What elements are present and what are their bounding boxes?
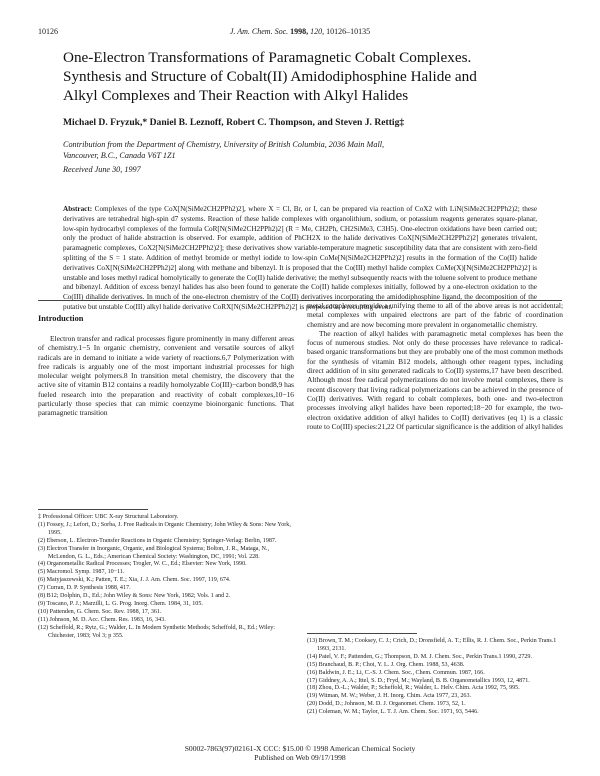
footnote: (17) Giddney, A. A.; Ittel, S. D.; Fryd, M.; Wayland, B. B. Organometallics 1993, 12, 4871.	[307, 677, 530, 684]
received-date: Received June 30, 1997	[63, 165, 141, 174]
journal-name: J. Am. Chem. Soc.	[229, 27, 289, 36]
intro-paragraph-1-continued: metal complexes provide a unifying theme to all of the above areas is not accidental; metal complexes with unpaired electrons are part of the fabric of coordination chemistry and are now becoming more prevalent in organometallic chemistry.	[307, 301, 563, 329]
abstract	[63, 205, 537, 313]
footnote: (3) Electron Transfer in Inorganic, Organic, and Biological Systems; Bolton, J. R., Mataga, N., McLendon, G. L., Eds.; American Chemical Society: Washington, DC, 1991; Vol. 228.	[38, 545, 269, 560]
footnote: (7) Curran, D. P. Synthesis 1988, 417.	[38, 585, 131, 592]
footnote: (16) Baldwin, J. E.; Li, C.-S. J. Chem. Soc., Chem. Commun. 1987, 166.	[307, 669, 485, 676]
footnotes-right	[307, 638, 563, 717]
title-line-1: One-Electron Transformations of Paramagnetic Cobalt Complexes.	[63, 49, 472, 66]
affiliation-line-2: Vancouver, B.C., Canada V6T 1Z1	[63, 151, 176, 160]
footnote: (19) Witman, M. W.; Weber, J. H. Inorg. Chim. Acta 1977, 23, 263.	[307, 693, 472, 700]
footnote: (11) Johnson, M. D. Acc. Chem. Res. 1983, 16, 343.	[38, 616, 166, 623]
footnote: (9) Toscano, P. J.; Marzilli, L. G. Prog. Inorg. Chem. 1984, 31, 105.	[38, 600, 203, 607]
footnote: (13) Brown, T. M.; Cooksey, C. J.; Crich, D.; Dronsfield, A. T.; Ellis, R. J. Chem. Soc., Perkin Trans.1 1993, 2131.	[307, 638, 557, 652]
journal-citation	[0, 27, 600, 36]
footer-copyright: S0002-7863(97)02161-X CCC: $15.00 © 1998 American Chemical Society	[184, 744, 416, 753]
author-list: Michael D. Fryzuk,* Daniel B. Leznoff, Robert C. Thompson, and Steven J. Rettig‡	[63, 117, 405, 128]
footnotes-left	[38, 514, 294, 641]
footnote: (4) Organometallic Radical Processes; Trogler, W. C., Ed.; Elsevier: New York, 1990.	[38, 561, 247, 568]
footnote: (14) Patel, V. F.; Pattenden, G.; Thompson, D. M. J. Chem. Soc., Perkin Trans.1 1990, 2729.	[307, 653, 532, 660]
footnote: (1) Fossey, J.; Lefort, D.; Sorba, J. Free Radicals in Organic Chemistry; John Wiley & Sons: New York, 1995.	[38, 521, 291, 536]
page-number: 10126	[38, 27, 58, 36]
abstract-label: Abstract:	[63, 205, 93, 213]
footnote: (21) Coleman, W. M.; Taylor, L. T. J. Am. Chem. Soc. 1971, 93, 5446.	[307, 709, 479, 716]
footnote: (5) Macromol. Symp. 1987, 10−11.	[38, 569, 125, 576]
footnote: (15) Branchaud, B. P.; Choi, Y. L. J. Org. Chem. 1988, 53, 4638.	[307, 661, 465, 668]
footnote: (8) B12; Dolphin, D., Ed.; John Wiley & Sons: New York, 1982; Vols. 1 and 2.	[38, 593, 231, 600]
article-title	[63, 48, 543, 105]
title-line-3: Alkyl Complexes and Their Reaction with Alkyl Halides	[63, 87, 409, 104]
affiliation-line-1: Contribution from the Department of Chemistry, University of British Columbia, 2036 Main Mall,	[63, 140, 385, 149]
footnote: (18) Zhou, D.-L.; Walder, P.; Scheffold, R.; Walder, L. Helv. Chim. Acta 1992, 75, 995.	[307, 685, 520, 692]
affiliation	[63, 139, 523, 161]
footnote: ‡ Professional Officer: UBC X-ray Structural Laboratory.	[38, 514, 179, 520]
footnote-divider	[38, 509, 148, 510]
footnote-divider-right	[307, 633, 417, 634]
journal-pages: 10126–10135	[326, 27, 371, 36]
abstract-text: Complexes of the type CoX[N(SiMe2CH2PPh2)2], where X = Cl, Br, or I, can be prepared via reaction of CoX2 with LiN(SiMe2CH2PPh2)2; these derivatives are tetrahedral high-spin d7 systems. Reaction of these halide complexes with organolithium, sodium, or potassium reagents generates square-planar, low-spin hydrocarbyl complexes of the formula CoR[N(SiMe2CH2PPh2)2] (R = Me, CH2Ph, CH2SiMe3, C3H5). One-electron oxidations have been carried out; only the product of halide abstraction is observed. For example, addition of PhCH2X to the halide derivatives CoX[N(SiMe2CH2PPh2)2] generates trivalent, paramagnetic complexes, CoX2[N(SiMe2CH2PPh2)2]; these derivatives show variable-temperature magnetic susceptibility data that are consistent with zero-field splitting of the S = 1 state. Addition of methyl bromide or methyl iodide to low-spin CoMe[N(SiMe2CH2PPh2)2] results in the formation of the Co(II) halide derivatives CoX[N(SiMe2CH2PPh2)2] along with methane and bibenzyl. It is proposed that the Co(III) methyl halide complex CoMe(X)[N(SiMe2CH2PPh2)2] is unstable and loses methyl radical homolytically to generate the Co(II) halide derivative; the methyl subsequently reacts with the toluene solvent to produce methane and bibenzyl. Addition of excess benzyl halides has also been found to generate the Co(II) halide complexes initially, followed by a one-electron oxidation to the Co(III) dihalide derivatives. In much of the one-electron chemistry of the Co(II) derivatives incorporating the amidodiphosphine ligand, the decomposition of the putative but unstable Co(III) alkyl halide derivative CoRX[N(SiMe2CH2PPh2)2] is proposed as a recurring event.	[63, 205, 538, 311]
footnote: (20) Dodd, D.; Johnson, M. D. J. Organomet. Chem. 1973, 52, 1.	[307, 701, 466, 708]
footnote: (10) Pattenden, G. Chem. Soc. Rev. 1988, 17, 361.	[38, 608, 162, 615]
footnote: (12) Scheffold, R.; Rytz, G.; Walder, L. In Modern Synthetic Methods; Scheffold, R., Ed.; Wiley: Chichester, 1983; Vol 3; p 355.	[38, 624, 275, 639]
journal-volume: 120,	[310, 27, 325, 36]
journal-year: 1998,	[290, 27, 309, 36]
page-footer	[0, 744, 600, 762]
footnote: (6) Matyjaszewski, K.; Patten, T. E.; Xia, J. J. Am. Chem. Soc. 1997, 119, 674.	[38, 577, 231, 584]
section-heading-introduction: Introduction	[38, 314, 84, 323]
title-line-2: Synthesis and Structure of Cobalt(II) Amidodiphosphine Halide and	[63, 68, 477, 85]
right-column	[307, 301, 563, 431]
footer-published: Published on Web 09/17/1998	[254, 753, 346, 762]
left-column	[38, 334, 294, 418]
footnote: (2) Eberson, L. Electron-Transfer Reactions in Organic Chemistry; Springer-Verlag: Berlin, 1987.	[38, 537, 277, 544]
intro-paragraph-2: The reaction of alkyl halides with paramagnetic metal complexes has been the focus of numerous studies. Not only do these processes have relevance to radical-based organic transformations but they are probably one of the most common methods for the synthesis of vitamin B12 models, although other reagent types, including direct addition of in situ generated radicals to Co(II) systems,17 have been described. Although most free radical polymerizations do not involve metal complexes, there is recent discovery that living radical polymerizations can be achieved in the presence of Co(II) derivatives. With regard to cobalt complexes, both one- and two-electron processes involving alkyl halides have been reported;18−20 for example, the two-electron oxidative addition of alkyl halides to Co(II) derivatives (eq 1) is a classic route to Co(III) species:21,22 Of particular significance is the addition of alkyl halides	[307, 328, 564, 431]
intro-paragraph-1: Electron transfer and radical processes figure prominently in many different areas of chemistry.1−5 In organic chemistry, convenient and versatile sources of alkyl radicals are in demand to initiate a wide variety of reactions.6,7 Polymerization with free radicals is arguably one of the most important industrial processes for high molecular weight polymers.8 In transition metal chemistry, the discovery that the active site of vitamin B12 contains a readily homolyzable Co(III)−carbon bond8,9 has fueled research into the preparation and reactivity of cobalt complexes,10−16 particularly those species that can mimic coenzyme bioinorganic functions. That paramagnetic transition	[38, 334, 294, 418]
